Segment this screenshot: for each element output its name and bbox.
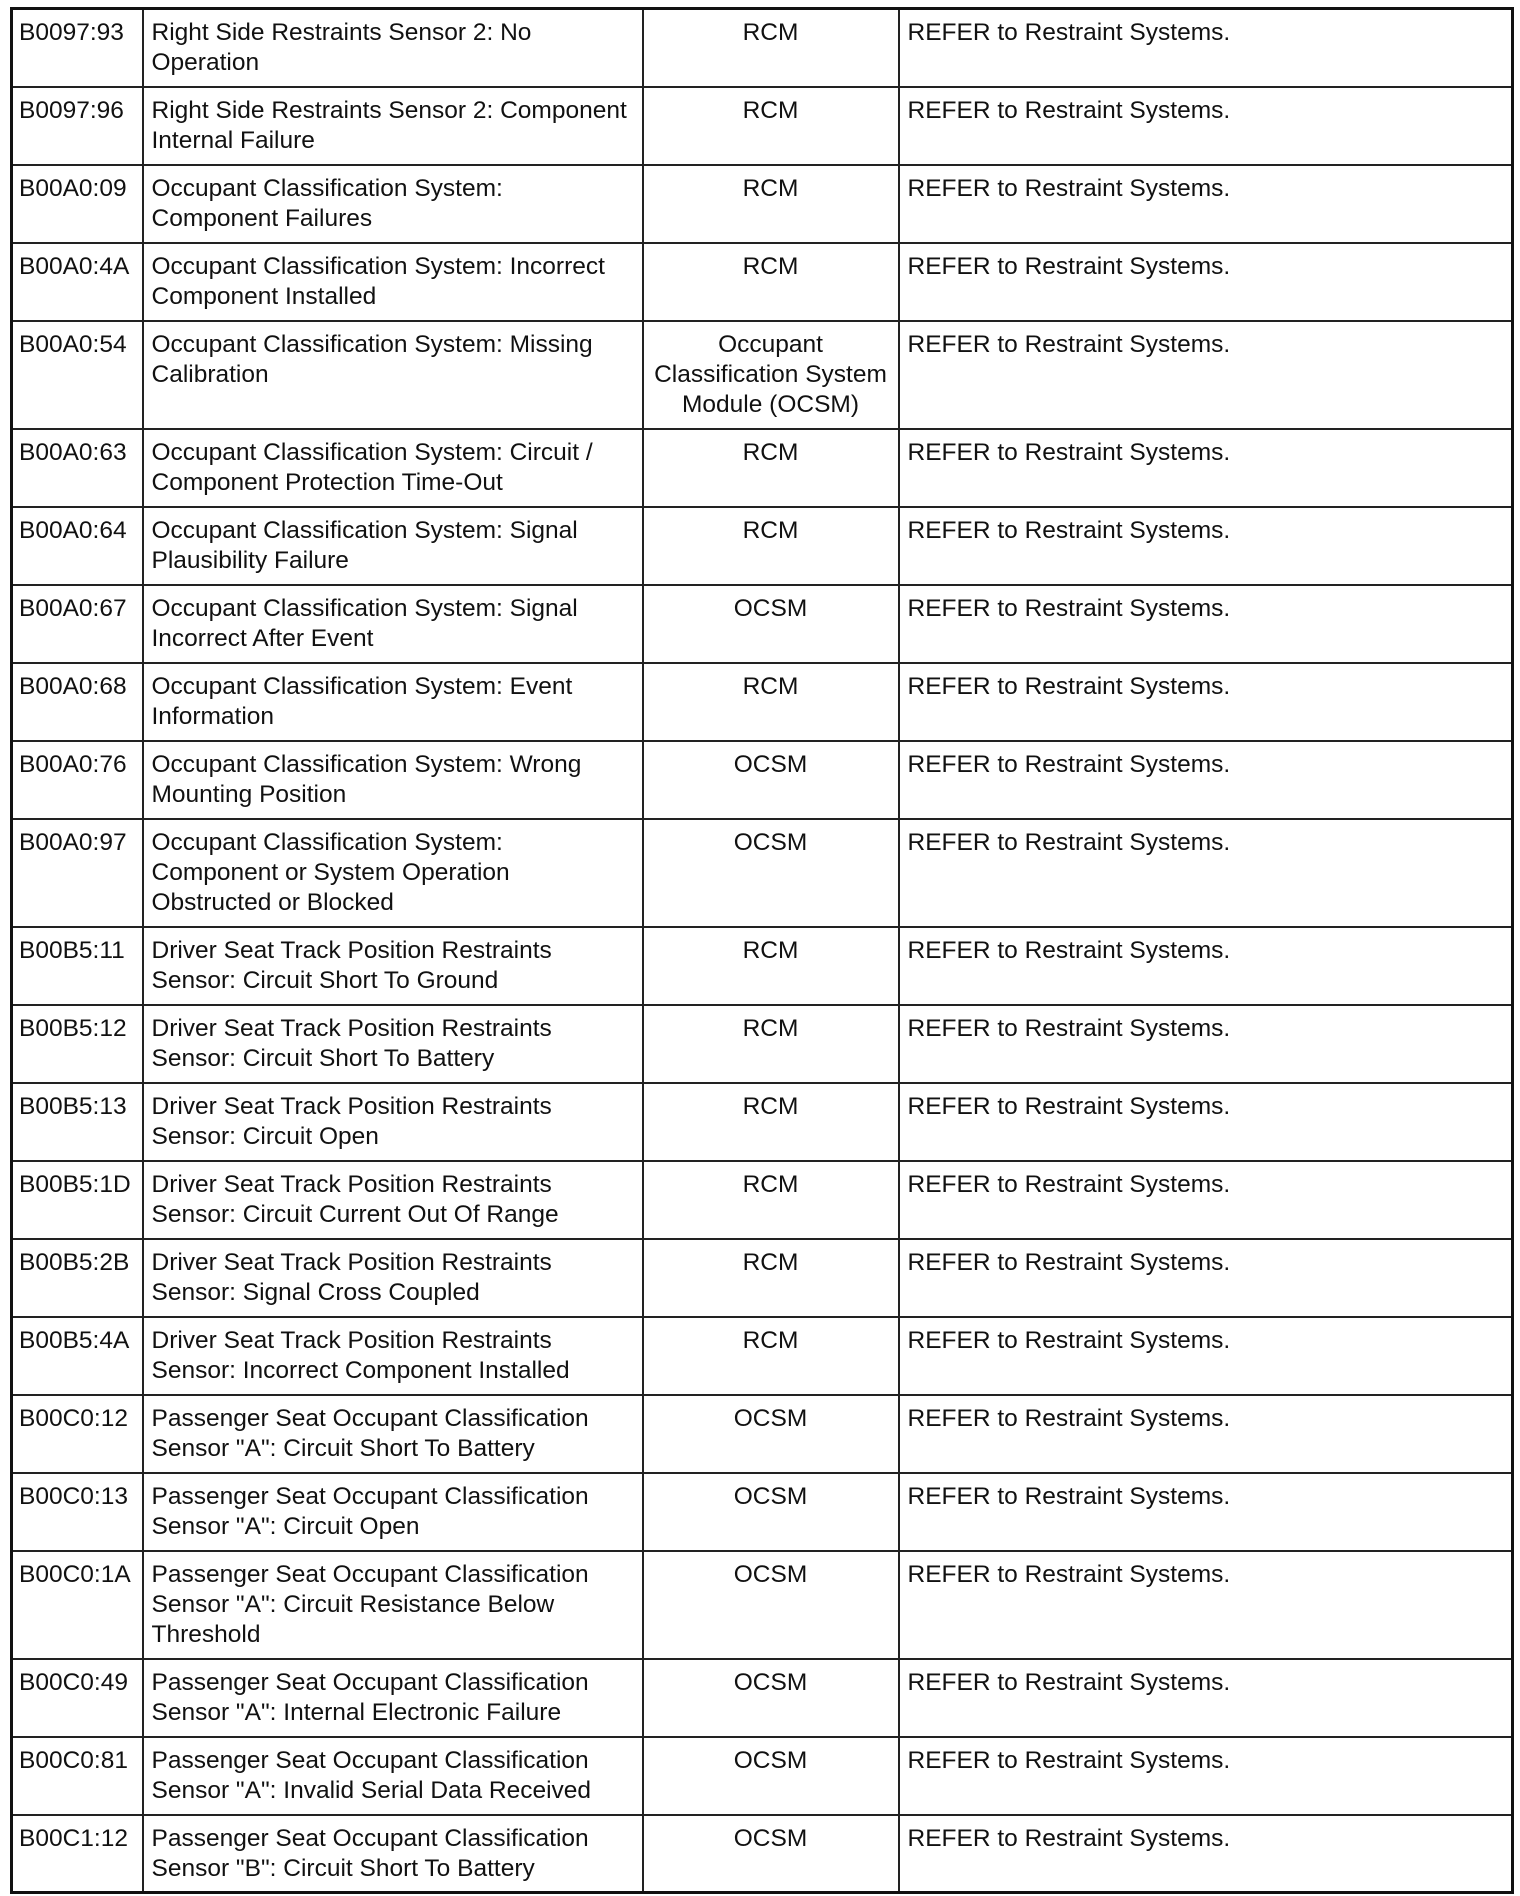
dtc-action: REFER to Restraint Systems. <box>899 165 1513 243</box>
dtc-action: REFER to Restraint Systems. <box>899 507 1513 585</box>
dtc-description: Passenger Seat Occupant Classification Sensor "A": Internal Electronic Failure <box>143 1659 643 1737</box>
table-row <box>12 87 1513 165</box>
dtc-action: REFER to Restraint Systems. <box>899 819 1513 927</box>
dtc-module: RCM <box>643 1317 899 1395</box>
dtc-code: B00A0:63 <box>12 429 143 507</box>
dtc-description: Occupant Classification System: Wrong Mounting Position <box>143 741 643 819</box>
dtc-action: REFER to Restraint Systems. <box>899 1737 1513 1815</box>
dtc-description: Occupant Classification System: Component or System Operation Obstructed or Blocked <box>143 819 643 927</box>
dtc-code: B00B5:4A <box>12 1317 143 1395</box>
dtc-module: RCM <box>643 1161 899 1239</box>
dtc-action: REFER to Restraint Systems. <box>899 1161 1513 1239</box>
dtc-module: OCSM <box>643 741 899 819</box>
table-row <box>12 819 1513 927</box>
dtc-description: Right Side Restraints Sensor 2: No Operation <box>143 9 643 87</box>
dtc-action: REFER to Restraint Systems. <box>899 663 1513 741</box>
dtc-description: Occupant Classification System: Component Failures <box>143 165 643 243</box>
table-row <box>12 429 1513 507</box>
table-row <box>12 1239 1513 1317</box>
dtc-code: B00C1:12 <box>12 1815 143 1893</box>
table-row <box>12 1815 1513 1893</box>
dtc-code: B00A0:97 <box>12 819 143 927</box>
dtc-module: RCM <box>643 165 899 243</box>
dtc-module: OCSM <box>643 1551 899 1659</box>
dtc-code: B00B5:12 <box>12 1005 143 1083</box>
dtc-description: Driver Seat Track Position Restraints Sensor: Incorrect Component Installed <box>143 1317 643 1395</box>
table-row <box>12 1659 1513 1737</box>
dtc-description: Driver Seat Track Position Restraints Sensor: Circuit Open <box>143 1083 643 1161</box>
dtc-action: REFER to Restraint Systems. <box>899 1473 1513 1551</box>
dtc-module: OCSM <box>643 585 899 663</box>
dtc-module: RCM <box>643 1239 899 1317</box>
table-row <box>12 1473 1513 1551</box>
dtc-module: OCSM <box>643 1395 899 1473</box>
dtc-code: B00A0:68 <box>12 663 143 741</box>
table-row <box>12 927 1513 1005</box>
dtc-code: B00C0:49 <box>12 1659 143 1737</box>
dtc-module: RCM <box>643 87 899 165</box>
table-row <box>12 9 1513 87</box>
table-row <box>12 243 1513 321</box>
dtc-description: Passenger Seat Occupant Classification Sensor "A": Circuit Resistance Below Threshold <box>143 1551 643 1659</box>
dtc-code: B00A0:4A <box>12 243 143 321</box>
dtc-module: RCM <box>643 243 899 321</box>
dtc-module: RCM <box>643 663 899 741</box>
dtc-action: REFER to Restraint Systems. <box>899 1083 1513 1161</box>
dtc-module: RCM <box>643 9 899 87</box>
dtc-code: B00B5:1D <box>12 1161 143 1239</box>
dtc-table-body <box>12 9 1513 1893</box>
table-row <box>12 585 1513 663</box>
dtc-action: REFER to Restraint Systems. <box>899 1659 1513 1737</box>
dtc-code: B00B5:13 <box>12 1083 143 1161</box>
dtc-code: B00C0:81 <box>12 1737 143 1815</box>
dtc-code: B00A0:54 <box>12 321 143 429</box>
dtc-code: B00A0:76 <box>12 741 143 819</box>
dtc-description: Driver Seat Track Position Restraints Sensor: Signal Cross Coupled <box>143 1239 643 1317</box>
dtc-description: Occupant Classification System: Signal Plausibility Failure <box>143 507 643 585</box>
table-row <box>12 741 1513 819</box>
dtc-code: B0097:93 <box>12 9 143 87</box>
table-row <box>12 165 1513 243</box>
dtc-module: OCSM <box>643 819 899 927</box>
dtc-description: Passenger Seat Occupant Classification Sensor "B": Circuit Short To Battery <box>143 1815 643 1893</box>
dtc-description: Occupant Classification System: Incorrect Component Installed <box>143 243 643 321</box>
dtc-action: REFER to Restraint Systems. <box>899 9 1513 87</box>
table-row <box>12 1005 1513 1083</box>
dtc-action: REFER to Restraint Systems. <box>899 243 1513 321</box>
dtc-code: B00A0:64 <box>12 507 143 585</box>
table-row <box>12 507 1513 585</box>
dtc-module: RCM <box>643 1005 899 1083</box>
dtc-action: REFER to Restraint Systems. <box>899 321 1513 429</box>
dtc-module: OCSM <box>643 1659 899 1737</box>
dtc-module: RCM <box>643 1083 899 1161</box>
table-row <box>12 1161 1513 1239</box>
dtc-module: OCSM <box>643 1815 899 1893</box>
dtc-action: REFER to Restraint Systems. <box>899 1395 1513 1473</box>
dtc-description: Driver Seat Track Position Restraints Sensor: Circuit Current Out Of Range <box>143 1161 643 1239</box>
table-row <box>12 663 1513 741</box>
dtc-module: RCM <box>643 927 899 1005</box>
dtc-description: Right Side Restraints Sensor 2: Component Internal Failure <box>143 87 643 165</box>
dtc-description: Passenger Seat Occupant Classification Sensor "A": Circuit Open <box>143 1473 643 1551</box>
dtc-description: Driver Seat Track Position Restraints Sensor: Circuit Short To Ground <box>143 927 643 1005</box>
dtc-code: B00B5:2B <box>12 1239 143 1317</box>
dtc-description: Occupant Classification System: Circuit / Component Protection Time-Out <box>143 429 643 507</box>
dtc-description: Passenger Seat Occupant Classification Sensor "A": Invalid Serial Data Received <box>143 1737 643 1815</box>
dtc-action: REFER to Restraint Systems. <box>899 1317 1513 1395</box>
table-row <box>12 1317 1513 1395</box>
table-row <box>12 1551 1513 1659</box>
table-row <box>12 1083 1513 1161</box>
table-row <box>12 1395 1513 1473</box>
dtc-code: B00A0:09 <box>12 165 143 243</box>
dtc-description: Driver Seat Track Position Restraints Sensor: Circuit Short To Battery <box>143 1005 643 1083</box>
dtc-module: OCSM <box>643 1473 899 1551</box>
dtc-module: RCM <box>643 507 899 585</box>
dtc-action: REFER to Restraint Systems. <box>899 1551 1513 1659</box>
dtc-action: REFER to Restraint Systems. <box>899 429 1513 507</box>
dtc-action: REFER to Restraint Systems. <box>899 87 1513 165</box>
table-row <box>12 1737 1513 1815</box>
dtc-action: REFER to Restraint Systems. <box>899 1005 1513 1083</box>
dtc-description: Occupant Classification System: Missing Calibration <box>143 321 643 429</box>
dtc-module: RCM <box>643 429 899 507</box>
dtc-code: B00C0:12 <box>12 1395 143 1473</box>
dtc-table <box>10 7 1514 1894</box>
dtc-action: REFER to Restraint Systems. <box>899 741 1513 819</box>
table-row <box>12 321 1513 429</box>
dtc-module: OCSM <box>643 1737 899 1815</box>
dtc-action: REFER to Restraint Systems. <box>899 927 1513 1005</box>
dtc-action: REFER to Restraint Systems. <box>899 1239 1513 1317</box>
dtc-module: Occupant Classification System Module (OCSM) <box>643 321 899 429</box>
dtc-action: REFER to Restraint Systems. <box>899 1815 1513 1893</box>
dtc-code: B0097:96 <box>12 87 143 165</box>
dtc-action: REFER to Restraint Systems. <box>899 585 1513 663</box>
dtc-code: B00A0:67 <box>12 585 143 663</box>
dtc-description: Occupant Classification System: Signal Incorrect After Event <box>143 585 643 663</box>
dtc-code: B00C0:1A <box>12 1551 143 1659</box>
dtc-description: Occupant Classification System: Event Information <box>143 663 643 741</box>
dtc-code: B00C0:13 <box>12 1473 143 1551</box>
dtc-description: Passenger Seat Occupant Classification Sensor "A": Circuit Short To Battery <box>143 1395 643 1473</box>
dtc-code: B00B5:11 <box>12 927 143 1005</box>
